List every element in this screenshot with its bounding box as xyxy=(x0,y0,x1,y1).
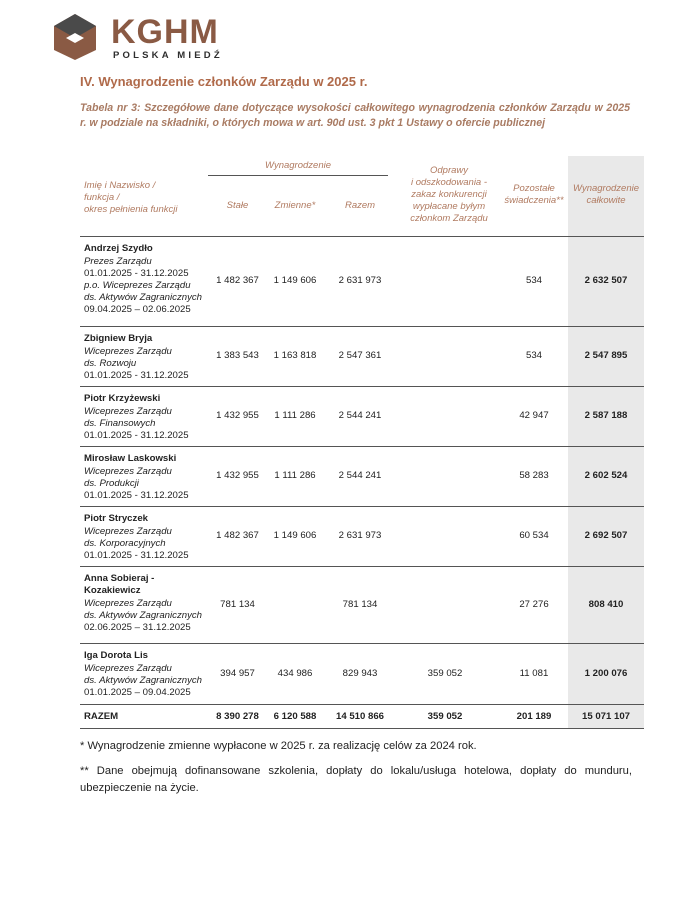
cell-other: 60 534 xyxy=(519,530,549,541)
person-period: 01.01.2025 - 31.12.2025 xyxy=(84,490,189,501)
header-severance-line: wypłacane byłym xyxy=(412,201,486,212)
header-grand-total-line: całkowite xyxy=(586,195,626,206)
person-period: 01.01.2025 - 31.12.2025 xyxy=(84,370,189,381)
header-group-rule xyxy=(208,175,388,176)
cell-grand: 808 410 xyxy=(588,599,624,610)
cell-fixed: 1 432 955 xyxy=(216,470,259,481)
person-name: Zbigniew Bryja xyxy=(84,333,153,344)
row-separator xyxy=(80,566,644,567)
total-grand: 15 071 107 xyxy=(581,711,630,722)
header-severance-line: i odszkodowania - xyxy=(410,177,488,188)
person-period: 01.01.2025 - 31.12.2025 xyxy=(84,430,189,441)
person-role: ds. Aktywów Zagranicznych xyxy=(84,292,203,303)
header-grand-total-line: Wynagrodzenie xyxy=(572,183,639,194)
row-separator xyxy=(80,386,644,387)
header-variable: Zmienne* xyxy=(274,200,316,211)
header-person-line: funkcja / xyxy=(84,192,120,203)
person-role: Wiceprezes Zarządu xyxy=(84,346,172,357)
person-role: p.o. Wiceprezes Zarządu xyxy=(84,280,191,291)
logo-subtitle: POLSKA MIEDŹ xyxy=(113,50,223,61)
header-other xyxy=(500,183,568,207)
person-role: Wiceprezes Zarządu xyxy=(84,598,172,609)
cell-variable: 1 111 286 xyxy=(274,410,316,421)
cell-grand: 2 632 507 xyxy=(584,275,628,286)
person-period: 09.04.2025 – 02.06.2025 xyxy=(84,304,191,315)
row-separator xyxy=(80,506,644,507)
hexagon-logo-icon xyxy=(53,13,97,61)
cell-fixed: 1 482 367 xyxy=(216,530,259,541)
cell-grand: 2 547 895 xyxy=(584,350,628,361)
cell-fixed: 394 957 xyxy=(220,668,255,679)
row-separator xyxy=(80,643,644,644)
cell-fixed: 1 482 367 xyxy=(216,275,259,286)
kghm-logo xyxy=(53,13,253,63)
header-total: Razem xyxy=(344,200,376,211)
person-name: Mirosław Laskowski xyxy=(84,453,177,464)
cell-grand: 2 587 188 xyxy=(584,410,628,421)
header-person-line: Imię i Nazwisko / xyxy=(84,180,156,191)
header-bottom-rule xyxy=(80,236,644,237)
cell-variable: 434 986 xyxy=(277,668,313,679)
cell-total: 781 134 xyxy=(342,599,378,610)
cell-fixed: 1 432 955 xyxy=(216,410,259,421)
cell-variable: 1 149 606 xyxy=(273,530,317,541)
cell-total: 2 631 973 xyxy=(338,530,382,541)
header-other-line: świadczenia** xyxy=(504,195,564,206)
header-person xyxy=(84,180,224,216)
cell-total: 2 631 973 xyxy=(338,275,382,286)
logo-wordmark: KGHM xyxy=(111,13,219,51)
person-role: ds. Finansowych xyxy=(84,418,156,429)
cell-total: 2 544 241 xyxy=(338,470,382,481)
footnote-other: ** Dane obejmują dofinansowane szkolenia, dopłaty do lokalu/usługa hotelowa, dopłaty do munduru, ubezpieczenie na życie. xyxy=(80,765,632,794)
person-role: Wiceprezes Zarządu xyxy=(84,663,172,674)
header-severance-line: członkom Zarządu xyxy=(410,213,488,224)
cell-total: 829 943 xyxy=(342,668,378,679)
cell-severance: 359 052 xyxy=(427,668,463,679)
person-role: ds. Korporacyjnych xyxy=(84,538,166,549)
cell-grand: 1 200 076 xyxy=(584,668,628,679)
total-variable: 6 120 588 xyxy=(273,711,317,722)
cell-other: 534 xyxy=(525,275,542,286)
cell-total: 2 547 361 xyxy=(338,350,382,361)
footnote-variable: * Wynagrodzenie zmienne wypłacone w 2025 r. za realizację celów za 2024 rok. xyxy=(80,740,477,752)
person-role: ds. Rozwoju xyxy=(84,358,137,369)
row-separator xyxy=(80,704,644,705)
person-name: Andrzej Szydło xyxy=(84,243,153,254)
cell-grand: 2 602 524 xyxy=(584,470,628,481)
cell-other: 534 xyxy=(525,350,542,361)
person-name: Anna Sobieraj - Kozakiewicz xyxy=(84,573,155,596)
cell-fixed: 1 383 543 xyxy=(216,350,259,361)
person-period: 01.01.2025 – 09.04.2025 xyxy=(84,687,191,698)
row-separator xyxy=(80,446,644,447)
header-person-line: okres pełnienia funkcji xyxy=(84,204,178,215)
person-name: Piotr Stryczek xyxy=(84,513,148,524)
row-separator xyxy=(80,326,644,327)
person-name: Iga Dorota Lis xyxy=(84,650,148,661)
person-role: ds. Aktywów Zagranicznych xyxy=(84,675,203,686)
table-caption: Tabela nr 3: Szczegółowe dane dotyczące wysokości całkowitego wynagrodzenia członków Zarządu w 2025 r. w podziale na składniki, o których mowa w art. 90d ust. 3 pkt 1 Ustawy o ofercie publicznej xyxy=(80,102,630,129)
cell-other: 27 276 xyxy=(519,599,549,610)
section-title: IV. Wynagrodzenie członków Zarządu w 2025 r. xyxy=(80,74,368,89)
total-severance: 359 052 xyxy=(427,711,463,722)
header-grand-total xyxy=(568,183,644,207)
person-role: Prezes Zarządu xyxy=(84,256,152,267)
person-role: Wiceprezes Zarządu xyxy=(84,526,172,537)
header-fixed: Stałe xyxy=(226,200,249,211)
person-role: Wiceprezes Zarządu xyxy=(84,466,172,477)
table-bottom-rule xyxy=(80,728,644,729)
cell-total: 2 544 241 xyxy=(338,410,382,421)
total-other: 201 189 xyxy=(516,711,552,722)
person-role: ds. Produkcji xyxy=(84,478,139,489)
person-period: 02.06.2025 – 31.12.2025 xyxy=(84,622,191,633)
person-period: 01.01.2025 - 31.12.2025 xyxy=(84,268,189,279)
cell-grand: 2 692 507 xyxy=(584,530,628,541)
person-role: Wiceprezes Zarządu xyxy=(84,406,172,417)
cell-variable: 1 111 286 xyxy=(274,470,316,481)
person-name: Piotr Krzyżewski xyxy=(84,393,161,404)
header-severance-line: Odprawy xyxy=(429,165,468,176)
header-remuneration-group: Wynagrodzenie xyxy=(264,160,331,171)
totals-label: RAZEM xyxy=(84,711,119,722)
person-period: 01.01.2025 - 31.12.2025 xyxy=(84,550,189,561)
cell-other: 58 283 xyxy=(519,470,549,481)
total-total: 14 510 866 xyxy=(335,711,384,722)
cell-variable: 1 163 818 xyxy=(273,350,317,361)
cell-other: 11 081 xyxy=(519,668,549,679)
person-role: ds. Aktywów Zagranicznych xyxy=(84,610,203,621)
cell-fixed: 781 134 xyxy=(220,599,255,610)
header-severance xyxy=(402,165,496,225)
header-severance-line: zakaz konkurencji xyxy=(411,189,487,200)
total-fixed: 8 390 278 xyxy=(216,711,259,722)
cell-variable: 1 149 606 xyxy=(273,275,317,286)
cell-other: 42 947 xyxy=(519,410,549,421)
header-other-line: Pozostałe xyxy=(513,183,555,194)
